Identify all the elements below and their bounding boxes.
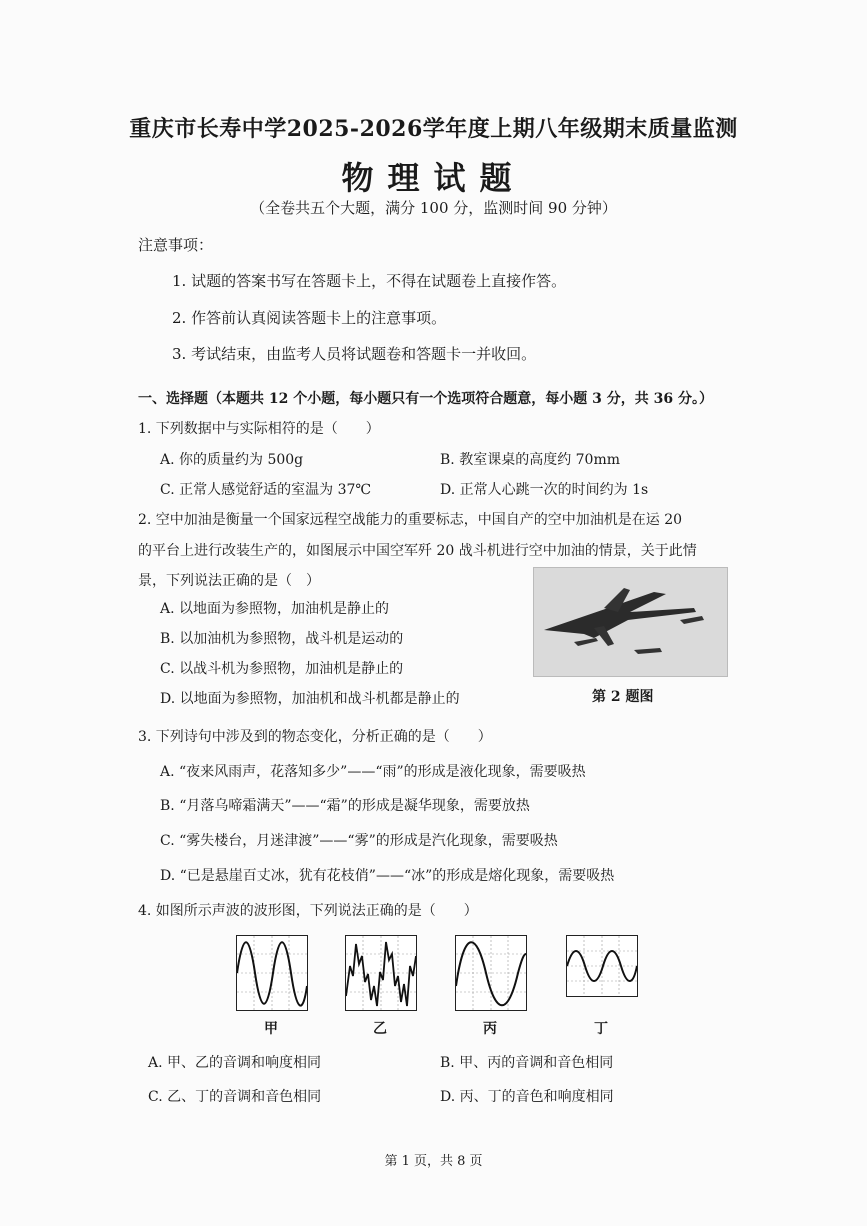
q3-option-a: A. “夜来风雨声，花落知多少”——“雨”的形成是液化现象，需要吸热 bbox=[160, 764, 586, 780]
waveform-label-jia: 甲 bbox=[264, 1021, 278, 1037]
q2-option-b: B. 以加油机为参照物，战斗机是运动的 bbox=[160, 631, 404, 647]
waveform-label-ding: 丁 bbox=[594, 1021, 608, 1037]
q3-stem: 3. 下列诗句中涉及到的物态变化，分析正确的是（ ） bbox=[138, 729, 492, 745]
q1-option-a: A. 你的质量约为 500g bbox=[160, 452, 304, 468]
q2-stem-line1: 2. 空中加油是衡量一个国家远程空战能力的重要标志，中国自产的空中加油机是在运 20 bbox=[138, 512, 683, 528]
q3-option-c: C. “雾失楼台，月迷津渡”——“雾”的形成是汽化现象，需要吸热 bbox=[160, 833, 558, 849]
q1-option-b: B. 教室课桌的高度约 70mm bbox=[440, 452, 621, 468]
notes-item-1: 1. 试题的答案书写在答题卡上，不得在试题卷上直接作答。 bbox=[172, 272, 567, 290]
q4-option-a: A. 甲、乙的音调和响度相同 bbox=[148, 1055, 322, 1071]
notes-item-2: 2. 作答前认真阅读答题卡上的注意事项。 bbox=[172, 309, 447, 327]
q1-stem: 1. 下列数据中与实际相符的是（ ） bbox=[138, 421, 380, 437]
q4-option-d: D. 丙、丁的音色和响度相同 bbox=[440, 1089, 614, 1105]
waveform-label-yi: 乙 bbox=[373, 1021, 387, 1037]
waveform-yi bbox=[345, 935, 417, 1011]
q4-stem: 4. 如图所示声波的波形图，下列说法正确的是（ ） bbox=[138, 903, 478, 919]
waveform-label-bing: 丙 bbox=[483, 1021, 497, 1037]
q4-option-c: C. 乙、丁的音调和音色相同 bbox=[148, 1089, 322, 1105]
q2-stem-line3: 景，下列说法正确的是（ ） bbox=[138, 573, 320, 589]
q1-option-d: D. 正常人心跳一次的时间约为 1s bbox=[440, 482, 649, 498]
exam-meta: （全卷共五个大题，满分 100 分，监测时间 90 分钟） bbox=[250, 199, 617, 217]
waveform-jia bbox=[236, 935, 308, 1011]
page-footer: 第 1 页，共 8 页 bbox=[384, 1154, 483, 1169]
q2-figure-caption: 第 2 题图 bbox=[592, 689, 654, 705]
q2-option-a: A. 以地面为参照物，加油机是静止的 bbox=[160, 601, 390, 617]
aerial-refueling-photo bbox=[533, 567, 728, 677]
school-title: 重庆市长寿中学2025-2026学年度上期八年级期末质量监测 bbox=[129, 116, 738, 142]
waveform-bing bbox=[455, 935, 527, 1011]
q3-option-d: D. “已是悬崖百丈冰，犹有花枝俏”——“冰”的形成是熔化现象，需要吸热 bbox=[160, 868, 615, 884]
q4-option-b: B. 甲、丙的音调和音色相同 bbox=[440, 1055, 614, 1071]
q3-option-b: B. “月落乌啼霜满天”——“霜”的形成是凝华现象，需要放热 bbox=[160, 798, 530, 814]
q2-stem-line2: 的平台上进行改装生产的，如图展示中国空军歼 20 战斗机进行空中加油的情景，关于此情 bbox=[138, 543, 697, 559]
subject-title: 物理试题 bbox=[341, 159, 526, 197]
waveform-ding bbox=[566, 935, 638, 997]
q1-option-c: C. 正常人感觉舒适的室温为 37℃ bbox=[160, 482, 372, 498]
q2-option-d: D. 以地面为参照物，加油机和战斗机都是静止的 bbox=[160, 691, 460, 707]
section-title: 一、选择题（本题共 12 个小题，每小题只有一个选项符合题意，每小题 3 分，共 36 分。） bbox=[138, 391, 713, 407]
notes-title: 注意事项： bbox=[138, 236, 214, 254]
q2-option-c: C. 以战斗机为参照物，加油机是静止的 bbox=[160, 661, 404, 677]
notes-item-3: 3. 考试结束，由监考人员将试题卷和答题卡一并收回。 bbox=[172, 345, 537, 363]
